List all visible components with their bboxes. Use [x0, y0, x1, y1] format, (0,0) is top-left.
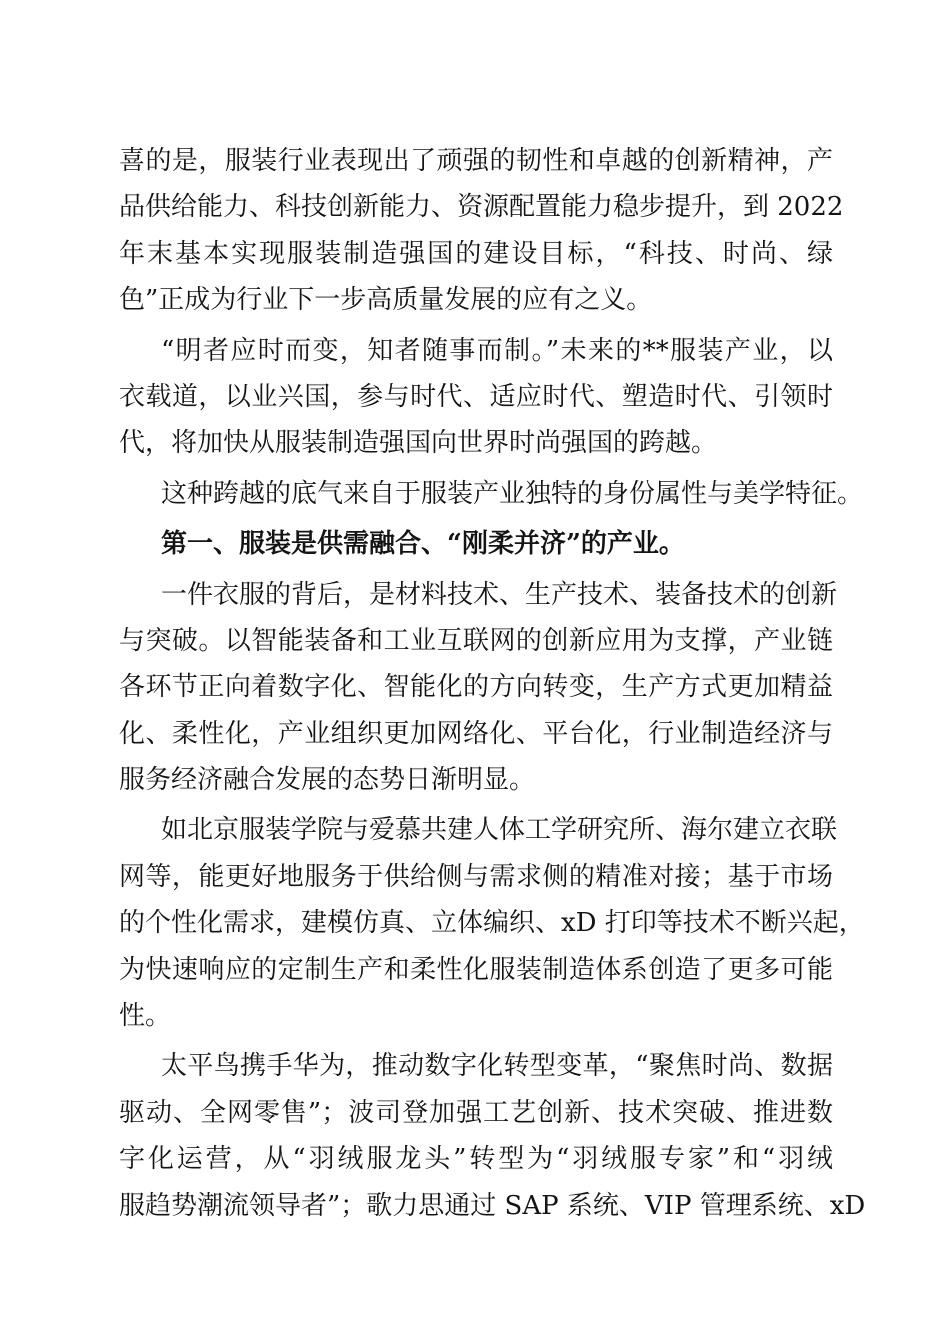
- text-line: 如北京服装学院与爱慕共建人体工学研究所、海尔建立衣联: [161, 815, 838, 846]
- text-line: 与突破。以智能装备和工业互联网的创新应用为支撑，产业链: [119, 625, 833, 656]
- text-line: 太平鸟携手华为，推动数字化转型变革，“聚焦时尚、数据: [161, 1051, 833, 1082]
- text-line: 品供给能力、科技创新能力、资源配置能力稳步提升，到 2022: [119, 192, 844, 223]
- text-line: 驱动、全网零售”；波司登加强工艺创新、技术突破、推进数: [119, 1097, 833, 1128]
- text-line: 性。: [119, 1001, 172, 1032]
- section-heading: 第一、服装是供需融合、“刚柔并济”的产业。: [161, 529, 685, 560]
- text-line: 色”正成为行业下一步高质量发展的应有之义。: [119, 285, 653, 316]
- paragraph-confidence-source: [119, 471, 864, 517]
- text-line: 服趋势潮流领导者”；歌力思通过 SAP 系统、VIP 管理系统、xD: [119, 1190, 866, 1221]
- paragraph-examples-brands: [119, 1043, 866, 1229]
- text-line: 喜的是，服装行业表现出了顽强的韧性和卓越的创新精神，产: [119, 146, 833, 176]
- text-line: 网等，能更好地服务于供给侧与需求侧的精准对接；基于市场: [119, 861, 833, 892]
- text-line: 化、柔性化，产业组织更加网络化、平台化，行业制造经济与: [119, 718, 833, 749]
- text-line: 字化运营，从“羽绒服龙头”转型为“羽绒服专家”和“羽绒: [119, 1144, 833, 1175]
- text-line: 服务经济融合发展的态势日渐明显。: [119, 765, 536, 796]
- text-line: “明者应时而变，知者随事而制。”未来的**服装产业，以: [161, 335, 833, 366]
- text-line: 年末基本实现服装制造强国的建设目标，“科技、时尚、绿: [119, 238, 833, 269]
- text-line: 一件衣服的背后，是材料技术、生产技术、装备技术的创新: [161, 579, 838, 610]
- text-line: 这种跨越的底气来自于服装产业独特的身份属性与美学特征。: [161, 478, 864, 509]
- text-line: 的个性化需求，建模仿真、立体编织、xD 打印等技术不断兴起，: [119, 908, 865, 939]
- document-body: [119, 138, 866, 1229]
- text-line: 代，将加快从服装制造强国向世界时尚强国的跨越。: [119, 428, 718, 459]
- section-heading-first: [119, 521, 833, 567]
- text-line: 为快速响应的定制生产和柔性化服装制造体系创造了更多可能: [119, 954, 833, 985]
- text-line: 各环节正向着数字化、智能化的方向转变，生产方式更加精益: [119, 672, 833, 703]
- paragraph-industry-resilience: [119, 138, 844, 324]
- paragraph-examples-beijing: [119, 807, 865, 1039]
- paragraph-future-vision: [119, 328, 833, 467]
- text-line: 衣载道，以业兴国，参与时代、适应时代、塑造时代、引领时: [119, 381, 833, 412]
- paragraph-technology-innovation: [119, 572, 838, 804]
